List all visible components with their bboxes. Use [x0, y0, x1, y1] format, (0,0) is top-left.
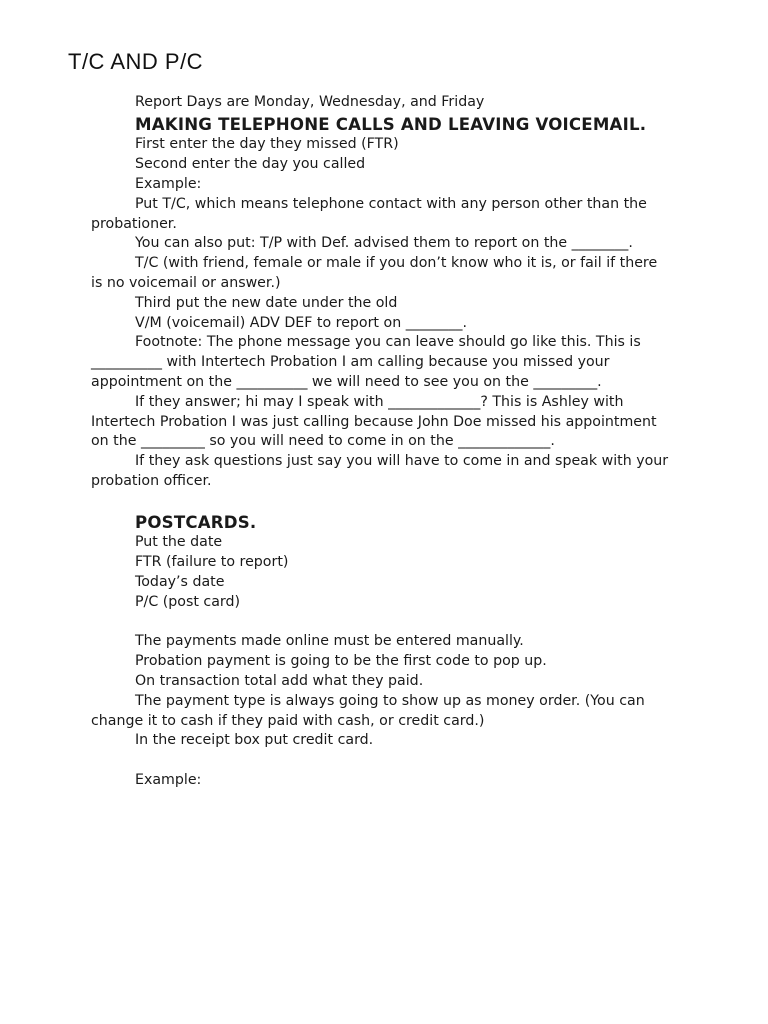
postcard-step-today: Today’s date	[135, 573, 225, 590]
section-spacer	[91, 613, 671, 633]
phone-step-new-date: Third put the new date under the old	[135, 294, 398, 311]
phone-example-label: Example:	[135, 175, 202, 192]
phone-calls-heading: MAKING TELEPHONE CALLS AND LEAVING VOICEMAIL.	[135, 114, 647, 134]
postcard-step-ftr: FTR (failure to report)	[135, 554, 289, 571]
phone-questions-note: If they ask questions just say you will have to come in and speak with your probation officer.	[91, 453, 669, 489]
payment-first-code-note: Probation payment is going to be the first code to pop up.	[135, 653, 547, 670]
postcards-section	[91, 533, 671, 790]
phone-calls-section	[91, 135, 671, 491]
phone-tp-option: You can also put: T/P with Def. advised them to report on the ________.	[135, 235, 633, 252]
phone-step-day-called: Second enter the day you called	[135, 156, 366, 173]
payment-type-note: The payment type is always going to show up as money order. (You can change it to cash if they paid with cash, or credit card.)	[91, 692, 645, 729]
payment-online-note: The payments made online must be entered manually.	[135, 633, 524, 650]
phone-step-ftr: First enter the day they missed (FTR)	[135, 136, 399, 153]
document-body	[91, 93, 671, 791]
payment-transaction-total-note: On transaction total add what they paid.	[135, 672, 424, 689]
postcards-heading: POSTCARDS.	[135, 512, 257, 532]
postcard-step-date: Put the date	[135, 534, 223, 551]
payment-example-label: Example:	[135, 771, 202, 788]
phone-tc-friend-note: T/C (with friend, female or male if you don’t know who it is, or fail if there is no voicemail or answer.)	[91, 255, 658, 291]
postcard-step-pc: P/C (post card)	[135, 593, 241, 610]
phone-tc-definition: Put T/C, which means telephone contact with any person other than the probationer.	[91, 195, 647, 232]
section-spacer	[91, 751, 671, 771]
phone-answer-script: If they answer; hi may I speak with _____________? This is Ashley with Intertech Probation I was just calling because John Doe missed his appointment on the _________ so you will need to come in on the _____________.	[91, 393, 657, 450]
phone-voicemail-line: V/M (voicemail) ADV DEF to report on ________.	[135, 314, 467, 331]
document-title: T/C AND P/C	[68, 49, 204, 74]
phone-footnote-script: Footnote: The phone message you can leave should go like this. This is __________ with Intertech Probation I am calling because you missed your appointment on the __________ we will need to see you on the _________.	[91, 334, 641, 390]
report-days-line: Report Days are Monday, Wednesday, and Friday	[135, 94, 485, 110]
payment-receipt-note: In the receipt box put credit card.	[135, 732, 374, 749]
